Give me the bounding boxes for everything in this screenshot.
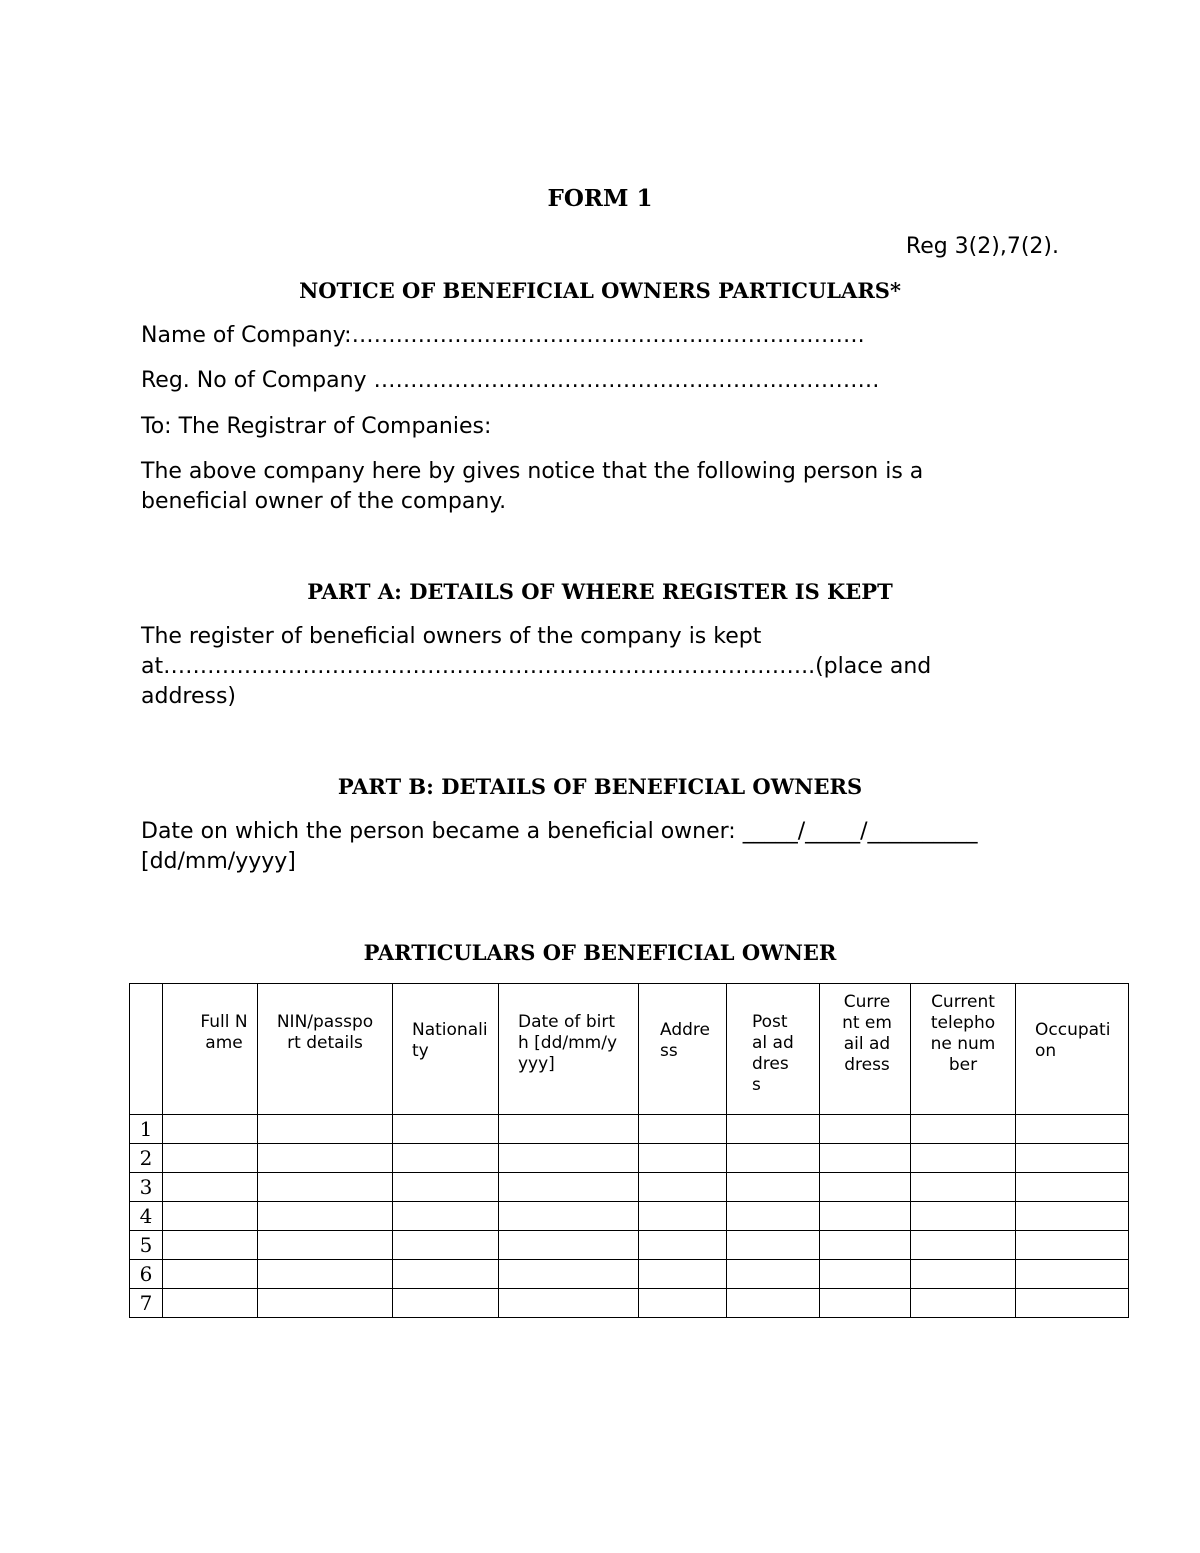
table-title: PARTICULARS OF BENEFICIAL OWNER bbox=[363, 940, 837, 965]
table-row bbox=[130, 1115, 1129, 1144]
occupation-cell[interactable] bbox=[1016, 1173, 1129, 1202]
telephone-cell[interactable] bbox=[911, 1173, 1016, 1202]
header-full-name: Full Name bbox=[163, 984, 258, 1115]
header-address: Address bbox=[639, 984, 727, 1115]
email-cell[interactable] bbox=[820, 1115, 911, 1144]
occupation-cell[interactable] bbox=[1016, 1144, 1129, 1173]
nin-passport-cell[interactable] bbox=[258, 1202, 393, 1231]
nationality-cell[interactable] bbox=[393, 1115, 499, 1144]
email-cell[interactable] bbox=[820, 1144, 911, 1173]
date-of-birth-cell[interactable] bbox=[499, 1144, 639, 1173]
table-row bbox=[130, 1260, 1129, 1289]
nin-passport-cell[interactable] bbox=[258, 1144, 393, 1173]
full-name-cell[interactable] bbox=[163, 1144, 258, 1173]
address-cell[interactable] bbox=[639, 1144, 727, 1173]
company-reg-no-line: Reg. No of Company …………………………………………………………… bbox=[141, 368, 880, 393]
postal-address-cell[interactable] bbox=[727, 1260, 820, 1289]
nationality-cell[interactable] bbox=[393, 1231, 499, 1260]
header-occupation: Occupation bbox=[1016, 984, 1129, 1115]
header-number-cell bbox=[130, 984, 163, 1115]
nationality-cell[interactable] bbox=[393, 1289, 499, 1318]
header-email-address: Current email address bbox=[820, 984, 911, 1115]
postal-address-cell[interactable] bbox=[727, 1173, 820, 1202]
nin-passport-cell[interactable] bbox=[258, 1115, 393, 1144]
company-name-line: Name of Company:……………………………………………………………. bbox=[141, 323, 865, 348]
part-a-paragraph bbox=[141, 622, 1061, 712]
header-nationality: Nationality bbox=[393, 984, 499, 1115]
date-line-1: Date on which the person became a beneficial owner: _____/_____/__________ bbox=[141, 819, 978, 844]
postal-address-cell[interactable] bbox=[727, 1289, 820, 1318]
address-cell[interactable] bbox=[639, 1231, 727, 1260]
header-postal-address: Postal address bbox=[727, 984, 820, 1115]
date-of-birth-cell[interactable] bbox=[499, 1202, 639, 1231]
occupation-cell[interactable] bbox=[1016, 1260, 1129, 1289]
row-number: 4 bbox=[130, 1202, 163, 1231]
date-of-birth-cell[interactable] bbox=[499, 1289, 639, 1318]
occupation-cell[interactable] bbox=[1016, 1289, 1129, 1318]
date-paragraph bbox=[141, 817, 1061, 877]
telephone-cell[interactable] bbox=[911, 1231, 1016, 1260]
telephone-cell[interactable] bbox=[911, 1144, 1016, 1173]
occupation-cell[interactable] bbox=[1016, 1231, 1129, 1260]
row-number: 3 bbox=[130, 1173, 163, 1202]
full-name-cell[interactable] bbox=[163, 1173, 258, 1202]
notice-paragraph bbox=[141, 457, 1061, 517]
full-name-cell[interactable] bbox=[163, 1260, 258, 1289]
telephone-cell[interactable] bbox=[911, 1260, 1016, 1289]
table-row bbox=[130, 1231, 1129, 1260]
row-number: 5 bbox=[130, 1231, 163, 1260]
row-number: 2 bbox=[130, 1144, 163, 1173]
regulation-reference: Reg 3(2),7(2). bbox=[905, 234, 1059, 259]
full-name-cell[interactable] bbox=[163, 1231, 258, 1260]
telephone-cell[interactable] bbox=[911, 1115, 1016, 1144]
date-format-line: [dd/mm/yyyy] bbox=[141, 849, 296, 874]
occupation-cell[interactable] bbox=[1016, 1115, 1129, 1144]
table-row bbox=[130, 1144, 1129, 1173]
postal-address-cell[interactable] bbox=[727, 1115, 820, 1144]
postal-address-cell[interactable] bbox=[727, 1202, 820, 1231]
date-of-birth-cell[interactable] bbox=[499, 1260, 639, 1289]
postal-address-cell[interactable] bbox=[727, 1231, 820, 1260]
form-title: FORM 1 bbox=[547, 185, 653, 212]
email-cell[interactable] bbox=[820, 1260, 911, 1289]
date-of-birth-cell[interactable] bbox=[499, 1173, 639, 1202]
email-cell[interactable] bbox=[820, 1231, 911, 1260]
notice-text-line-1: The above company here by gives notice that the following person is a bbox=[141, 459, 924, 484]
notice-title: NOTICE OF BENEFICIAL OWNERS PARTICULARS* bbox=[299, 278, 901, 303]
full-name-cell[interactable] bbox=[163, 1289, 258, 1318]
email-cell[interactable] bbox=[820, 1202, 911, 1231]
address-cell[interactable] bbox=[639, 1173, 727, 1202]
part-a-text-line-1: The register of beneficial owners of the company is kept bbox=[141, 624, 762, 649]
part-a-text-line-2: at……………………………………………………………………………..(place and bbox=[141, 654, 932, 679]
date-of-birth-cell[interactable] bbox=[499, 1115, 639, 1144]
beneficial-owner-table bbox=[129, 983, 1129, 1318]
part-a-title: PART A: DETAILS OF WHERE REGISTER IS KEPT bbox=[307, 579, 893, 604]
header-nin-passport: NIN/passport details bbox=[258, 984, 393, 1115]
telephone-cell[interactable] bbox=[911, 1202, 1016, 1231]
address-cell[interactable] bbox=[639, 1202, 727, 1231]
table-row bbox=[130, 1173, 1129, 1202]
nationality-cell[interactable] bbox=[393, 1173, 499, 1202]
nin-passport-cell[interactable] bbox=[258, 1173, 393, 1202]
postal-address-cell[interactable] bbox=[727, 1144, 820, 1173]
telephone-cell[interactable] bbox=[911, 1289, 1016, 1318]
nationality-cell[interactable] bbox=[393, 1202, 499, 1231]
row-number: 6 bbox=[130, 1260, 163, 1289]
table-row bbox=[130, 1202, 1129, 1231]
email-cell[interactable] bbox=[820, 1289, 911, 1318]
header-telephone-number: Current telephone number bbox=[911, 984, 1016, 1115]
table-header-row bbox=[130, 984, 1129, 1115]
row-number: 7 bbox=[130, 1289, 163, 1318]
nin-passport-cell[interactable] bbox=[258, 1289, 393, 1318]
date-of-birth-cell[interactable] bbox=[499, 1231, 639, 1260]
nin-passport-cell[interactable] bbox=[258, 1260, 393, 1289]
table-row bbox=[130, 1289, 1129, 1318]
address-cell[interactable] bbox=[639, 1115, 727, 1144]
nationality-cell[interactable] bbox=[393, 1144, 499, 1173]
nationality-cell[interactable] bbox=[393, 1260, 499, 1289]
address-cell[interactable] bbox=[639, 1289, 727, 1318]
address-cell[interactable] bbox=[639, 1260, 727, 1289]
header-date-of-birth: Date of birth [dd/mm/yyyy] bbox=[499, 984, 639, 1115]
nin-passport-cell[interactable] bbox=[258, 1231, 393, 1260]
full-name-cell[interactable] bbox=[163, 1202, 258, 1231]
full-name-cell[interactable] bbox=[163, 1115, 258, 1144]
part-b-title: PART B: DETAILS OF BENEFICIAL OWNERS bbox=[337, 774, 863, 799]
addressee-line: To: The Registrar of Companies: bbox=[141, 414, 492, 439]
row-number: 1 bbox=[130, 1115, 163, 1144]
part-a-text-line-3: address) bbox=[141, 684, 237, 709]
notice-text-line-2: beneficial owner of the company. bbox=[141, 489, 507, 514]
occupation-cell[interactable] bbox=[1016, 1202, 1129, 1231]
email-cell[interactable] bbox=[820, 1173, 911, 1202]
